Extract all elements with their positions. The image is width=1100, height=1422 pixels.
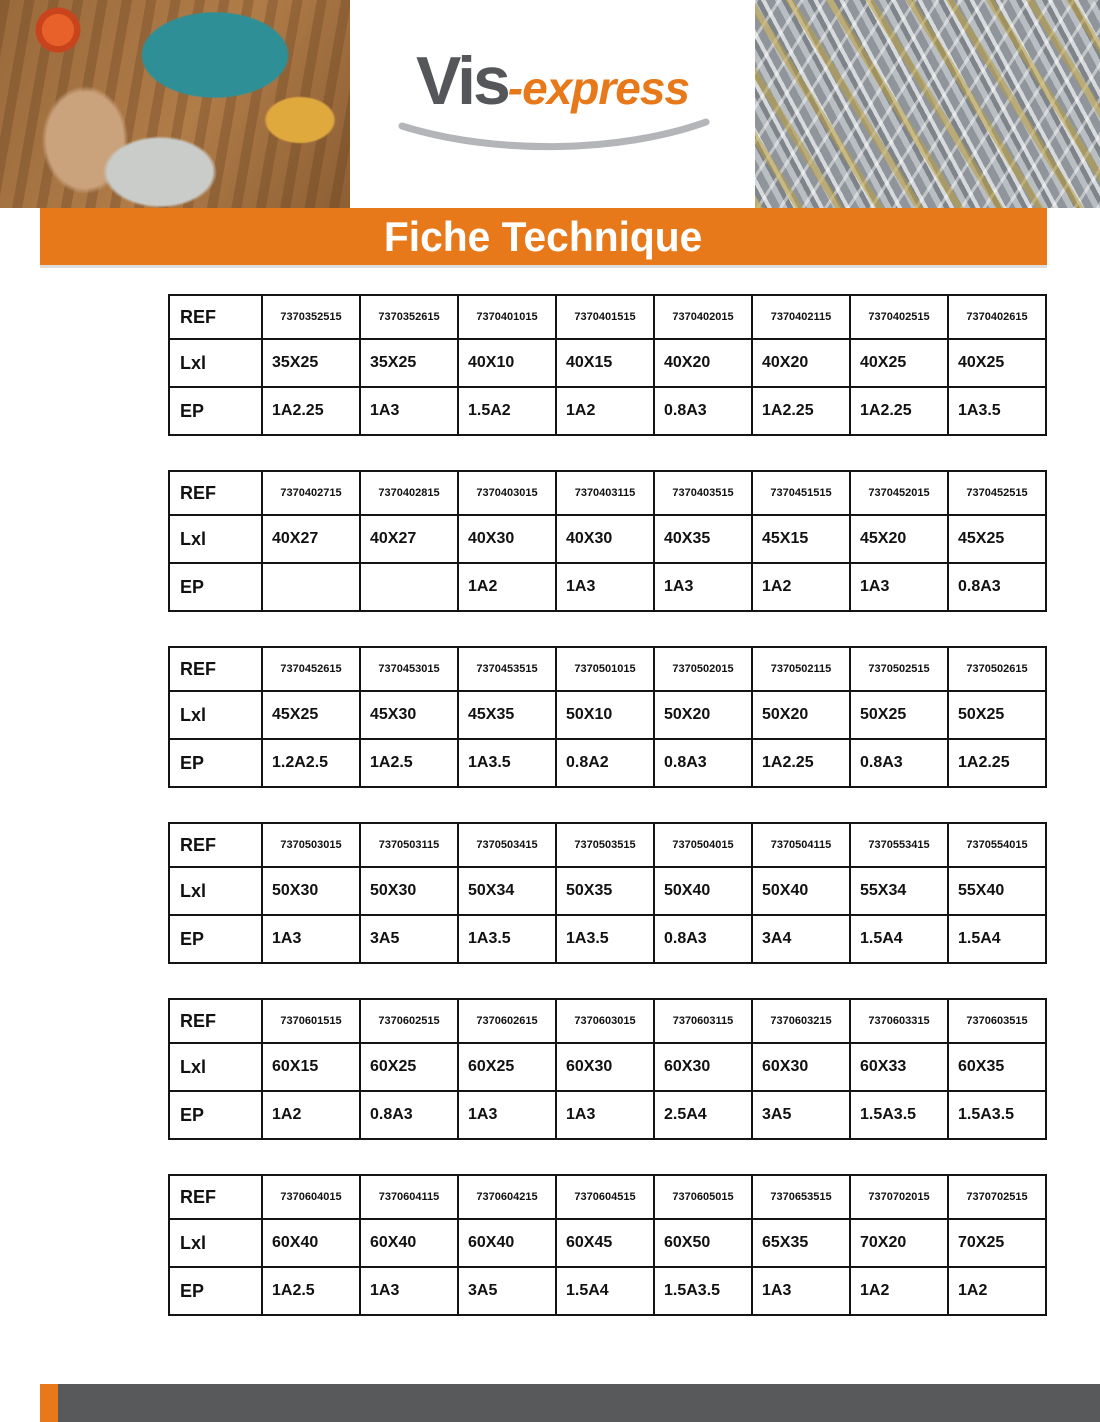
ep-cell: 1.5A2 — [458, 387, 556, 435]
ref-cell: 7370503415 — [458, 823, 556, 867]
page-title: Fiche Technique — [384, 212, 703, 260]
ref-cell: 7370502615 — [948, 647, 1046, 691]
ref-cell: 7370402815 — [360, 471, 458, 515]
row-label-ref: REF — [169, 647, 262, 691]
lxl-cell: 60X35 — [948, 1043, 1046, 1091]
lxl-row — [169, 1043, 1046, 1091]
lxl-cell: 70X25 — [948, 1219, 1046, 1267]
lxl-cell: 50X30 — [262, 867, 360, 915]
brand-name-suffix: -express — [507, 62, 690, 114]
ep-cell: 1A3 — [458, 1091, 556, 1139]
ep-cell: 1A3.5 — [458, 739, 556, 787]
ref-cell: 7370504115 — [752, 823, 850, 867]
ep-row — [169, 739, 1046, 787]
ep-cell: 0.8A3 — [654, 739, 752, 787]
ref-cell: 7370601515 — [262, 999, 360, 1043]
ep-cell — [360, 563, 458, 611]
ep-row — [169, 563, 1046, 611]
ep-cell: 1A3 — [850, 563, 948, 611]
ep-cell: 1A2 — [458, 563, 556, 611]
ep-cell: 1A2 — [262, 1091, 360, 1139]
ref-cell: 7370605015 — [654, 1175, 752, 1219]
ref-cell: 7370653515 — [752, 1175, 850, 1219]
row-label-lxl: Lxl — [169, 867, 262, 915]
ref-row — [169, 471, 1046, 515]
ep-cell: 0.8A3 — [360, 1091, 458, 1139]
ep-cell: 1.5A4 — [556, 1267, 654, 1315]
lxl-cell: 60X30 — [654, 1043, 752, 1091]
lxl-cell: 60X50 — [654, 1219, 752, 1267]
lxl-cell: 50X40 — [752, 867, 850, 915]
lxl-cell: 60X33 — [850, 1043, 948, 1091]
lxl-cell: 40X25 — [850, 339, 948, 387]
footer-bar — [40, 1384, 1100, 1422]
ep-cell: 0.8A2 — [556, 739, 654, 787]
ep-cell: 1A2.5 — [262, 1267, 360, 1315]
ep-cell: 2.5A4 — [654, 1091, 752, 1139]
ep-cell: 0.8A3 — [654, 915, 752, 963]
lxl-cell: 45X25 — [262, 691, 360, 739]
ref-cell: 7370403115 — [556, 471, 654, 515]
lxl-cell: 50X20 — [752, 691, 850, 739]
ep-cell: 1A3 — [654, 563, 752, 611]
ep-row — [169, 1267, 1046, 1315]
ref-cell: 7370604115 — [360, 1175, 458, 1219]
lxl-cell: 40X15 — [556, 339, 654, 387]
ep-cell: 1A3.5 — [556, 915, 654, 963]
lxl-cell: 40X20 — [752, 339, 850, 387]
ref-cell: 7370504015 — [654, 823, 752, 867]
lxl-cell: 40X30 — [458, 515, 556, 563]
footer-gray-strip — [58, 1384, 1100, 1422]
screws-photo — [755, 0, 1100, 208]
workbench-photo — [0, 0, 350, 208]
lxl-cell: 45X15 — [752, 515, 850, 563]
lxl-row — [169, 691, 1046, 739]
ep-cell: 1A3 — [556, 1091, 654, 1139]
lxl-cell: 35X25 — [262, 339, 360, 387]
row-label-ep: EP — [169, 1091, 262, 1139]
lxl-cell: 40X20 — [654, 339, 752, 387]
lxl-cell: 60X25 — [360, 1043, 458, 1091]
row-label-ep: EP — [169, 739, 262, 787]
lxl-cell: 40X30 — [556, 515, 654, 563]
lxl-cell: 40X10 — [458, 339, 556, 387]
ref-cell: 7370502015 — [654, 647, 752, 691]
row-label-ref: REF — [169, 1175, 262, 1219]
lxl-cell: 35X25 — [360, 339, 458, 387]
lxl-cell: 45X20 — [850, 515, 948, 563]
lxl-cell: 40X25 — [948, 339, 1046, 387]
lxl-row — [169, 339, 1046, 387]
ref-cell: 7370503515 — [556, 823, 654, 867]
lxl-cell: 55X34 — [850, 867, 948, 915]
ref-cell: 7370352515 — [262, 295, 360, 339]
row-label-ref: REF — [169, 823, 262, 867]
ref-cell: 7370452515 — [948, 471, 1046, 515]
ref-row — [169, 823, 1046, 867]
ref-cell: 7370502515 — [850, 647, 948, 691]
lxl-cell: 50X25 — [850, 691, 948, 739]
ref-cell: 7370452615 — [262, 647, 360, 691]
lxl-cell: 40X27 — [262, 515, 360, 563]
ref-cell: 7370604015 — [262, 1175, 360, 1219]
ref-cell: 7370603215 — [752, 999, 850, 1043]
ep-cell: 1.5A4 — [948, 915, 1046, 963]
lxl-cell: 70X20 — [850, 1219, 948, 1267]
ep-cell: 1A2.5 — [360, 739, 458, 787]
ep-row — [169, 1091, 1046, 1139]
lxl-cell: 60X30 — [556, 1043, 654, 1091]
ref-cell: 7370403015 — [458, 471, 556, 515]
ep-cell: 0.8A3 — [654, 387, 752, 435]
ref-cell: 7370402015 — [654, 295, 752, 339]
ep-cell: 1A3 — [360, 1267, 458, 1315]
ep-cell: 1A2.25 — [752, 739, 850, 787]
lxl-cell: 65X35 — [752, 1219, 850, 1267]
spec-table-6 — [168, 1174, 1047, 1316]
ep-cell: 3A5 — [360, 915, 458, 963]
brand-logo — [350, 42, 755, 154]
ref-row — [169, 1175, 1046, 1219]
lxl-cell: 60X15 — [262, 1043, 360, 1091]
lxl-row — [169, 515, 1046, 563]
ep-cell: 1A2 — [752, 563, 850, 611]
row-label-lxl: Lxl — [169, 1219, 262, 1267]
ref-cell: 7370352615 — [360, 295, 458, 339]
ref-row — [169, 295, 1046, 339]
ep-cell: 1.2A2.5 — [262, 739, 360, 787]
ep-cell: 3A5 — [752, 1091, 850, 1139]
lxl-cell: 60X25 — [458, 1043, 556, 1091]
ep-row — [169, 387, 1046, 435]
ep-cell: 1.5A3.5 — [948, 1091, 1046, 1139]
ref-cell: 7370452015 — [850, 471, 948, 515]
ref-cell: 7370604215 — [458, 1175, 556, 1219]
lxl-cell: 60X40 — [262, 1219, 360, 1267]
ref-cell: 7370553415 — [850, 823, 948, 867]
ref-cell: 7370401515 — [556, 295, 654, 339]
ep-cell: 1.5A4 — [850, 915, 948, 963]
lxl-cell: 50X34 — [458, 867, 556, 915]
ref-cell: 7370402615 — [948, 295, 1046, 339]
lxl-cell: 50X25 — [948, 691, 1046, 739]
lxl-cell: 45X25 — [948, 515, 1046, 563]
row-label-lxl: Lxl — [169, 339, 262, 387]
ref-cell: 7370603315 — [850, 999, 948, 1043]
ref-cell: 7370604515 — [556, 1175, 654, 1219]
lxl-cell: 45X35 — [458, 691, 556, 739]
ref-row — [169, 647, 1046, 691]
row-label-lxl: Lxl — [169, 515, 262, 563]
row-label-ref: REF — [169, 999, 262, 1043]
ref-cell: 7370453015 — [360, 647, 458, 691]
row-label-lxl: Lxl — [169, 1043, 262, 1091]
ref-cell: 7370503115 — [360, 823, 458, 867]
row-label-ep: EP — [169, 387, 262, 435]
ref-cell: 7370603015 — [556, 999, 654, 1043]
ep-cell — [262, 563, 360, 611]
lxl-cell: 40X35 — [654, 515, 752, 563]
ref-cell: 7370602615 — [458, 999, 556, 1043]
row-label-ep: EP — [169, 915, 262, 963]
lxl-cell: 40X27 — [360, 515, 458, 563]
ref-cell: 7370402115 — [752, 295, 850, 339]
lxl-cell: 45X30 — [360, 691, 458, 739]
brand-name-main: Vis — [415, 43, 508, 119]
ref-cell: 7370402515 — [850, 295, 948, 339]
lxl-cell: 60X40 — [458, 1219, 556, 1267]
ep-cell: 1A3 — [360, 387, 458, 435]
ep-cell: 1A2.25 — [262, 387, 360, 435]
spec-table-5 — [168, 998, 1047, 1140]
ref-cell: 7370501015 — [556, 647, 654, 691]
ep-cell: 1A2.25 — [752, 387, 850, 435]
ref-cell: 7370453515 — [458, 647, 556, 691]
lxl-row — [169, 867, 1046, 915]
footer-accent-block — [40, 1384, 58, 1422]
ref-cell: 7370401015 — [458, 295, 556, 339]
ref-cell: 7370603115 — [654, 999, 752, 1043]
ref-cell: 7370554015 — [948, 823, 1046, 867]
ref-cell: 7370603515 — [948, 999, 1046, 1043]
ep-cell: 1.5A3.5 — [654, 1267, 752, 1315]
ref-row — [169, 999, 1046, 1043]
ep-cell: 0.8A3 — [850, 739, 948, 787]
spec-table-3 — [168, 646, 1047, 788]
ref-cell: 7370503015 — [262, 823, 360, 867]
ref-cell: 7370702015 — [850, 1175, 948, 1219]
ep-cell: 1A2 — [948, 1267, 1046, 1315]
row-label-ep: EP — [169, 563, 262, 611]
ep-cell: 3A5 — [458, 1267, 556, 1315]
ref-cell: 7370403515 — [654, 471, 752, 515]
lxl-cell: 50X30 — [360, 867, 458, 915]
ref-cell: 7370602515 — [360, 999, 458, 1043]
ref-cell: 7370402715 — [262, 471, 360, 515]
ep-cell: 1A3.5 — [948, 387, 1046, 435]
ep-cell: 1.5A3.5 — [850, 1091, 948, 1139]
ref-cell: 7370451515 — [752, 471, 850, 515]
logo-swoosh-icon — [388, 116, 718, 154]
ep-cell: 1A2 — [556, 387, 654, 435]
ep-cell: 3A4 — [752, 915, 850, 963]
ep-row — [169, 915, 1046, 963]
lxl-row — [169, 1219, 1046, 1267]
lxl-cell: 60X40 — [360, 1219, 458, 1267]
ep-cell: 1A3 — [752, 1267, 850, 1315]
ep-cell: 1A2.25 — [850, 387, 948, 435]
ep-cell: 1A2 — [850, 1267, 948, 1315]
lxl-cell: 50X35 — [556, 867, 654, 915]
lxl-cell: 60X45 — [556, 1219, 654, 1267]
lxl-cell: 50X10 — [556, 691, 654, 739]
lxl-cell: 60X30 — [752, 1043, 850, 1091]
ep-cell: 0.8A3 — [948, 563, 1046, 611]
ep-cell: 1A3 — [556, 563, 654, 611]
lxl-cell: 50X40 — [654, 867, 752, 915]
lxl-cell: 55X40 — [948, 867, 1046, 915]
spec-table-2 — [168, 470, 1047, 612]
ep-cell: 1A3.5 — [458, 915, 556, 963]
row-label-ref: REF — [169, 471, 262, 515]
ref-cell: 7370702515 — [948, 1175, 1046, 1219]
header — [0, 0, 1100, 208]
spec-table-1 — [168, 294, 1047, 436]
ep-cell: 1A2.25 — [948, 739, 1046, 787]
row-label-lxl: Lxl — [169, 691, 262, 739]
lxl-cell: 50X20 — [654, 691, 752, 739]
row-label-ref: REF — [169, 295, 262, 339]
row-label-ep: EP — [169, 1267, 262, 1315]
spec-table-4 — [168, 822, 1047, 964]
title-banner — [40, 208, 1047, 265]
tables-container — [168, 294, 1047, 1350]
ep-cell: 1A3 — [262, 915, 360, 963]
ref-cell: 7370502115 — [752, 647, 850, 691]
